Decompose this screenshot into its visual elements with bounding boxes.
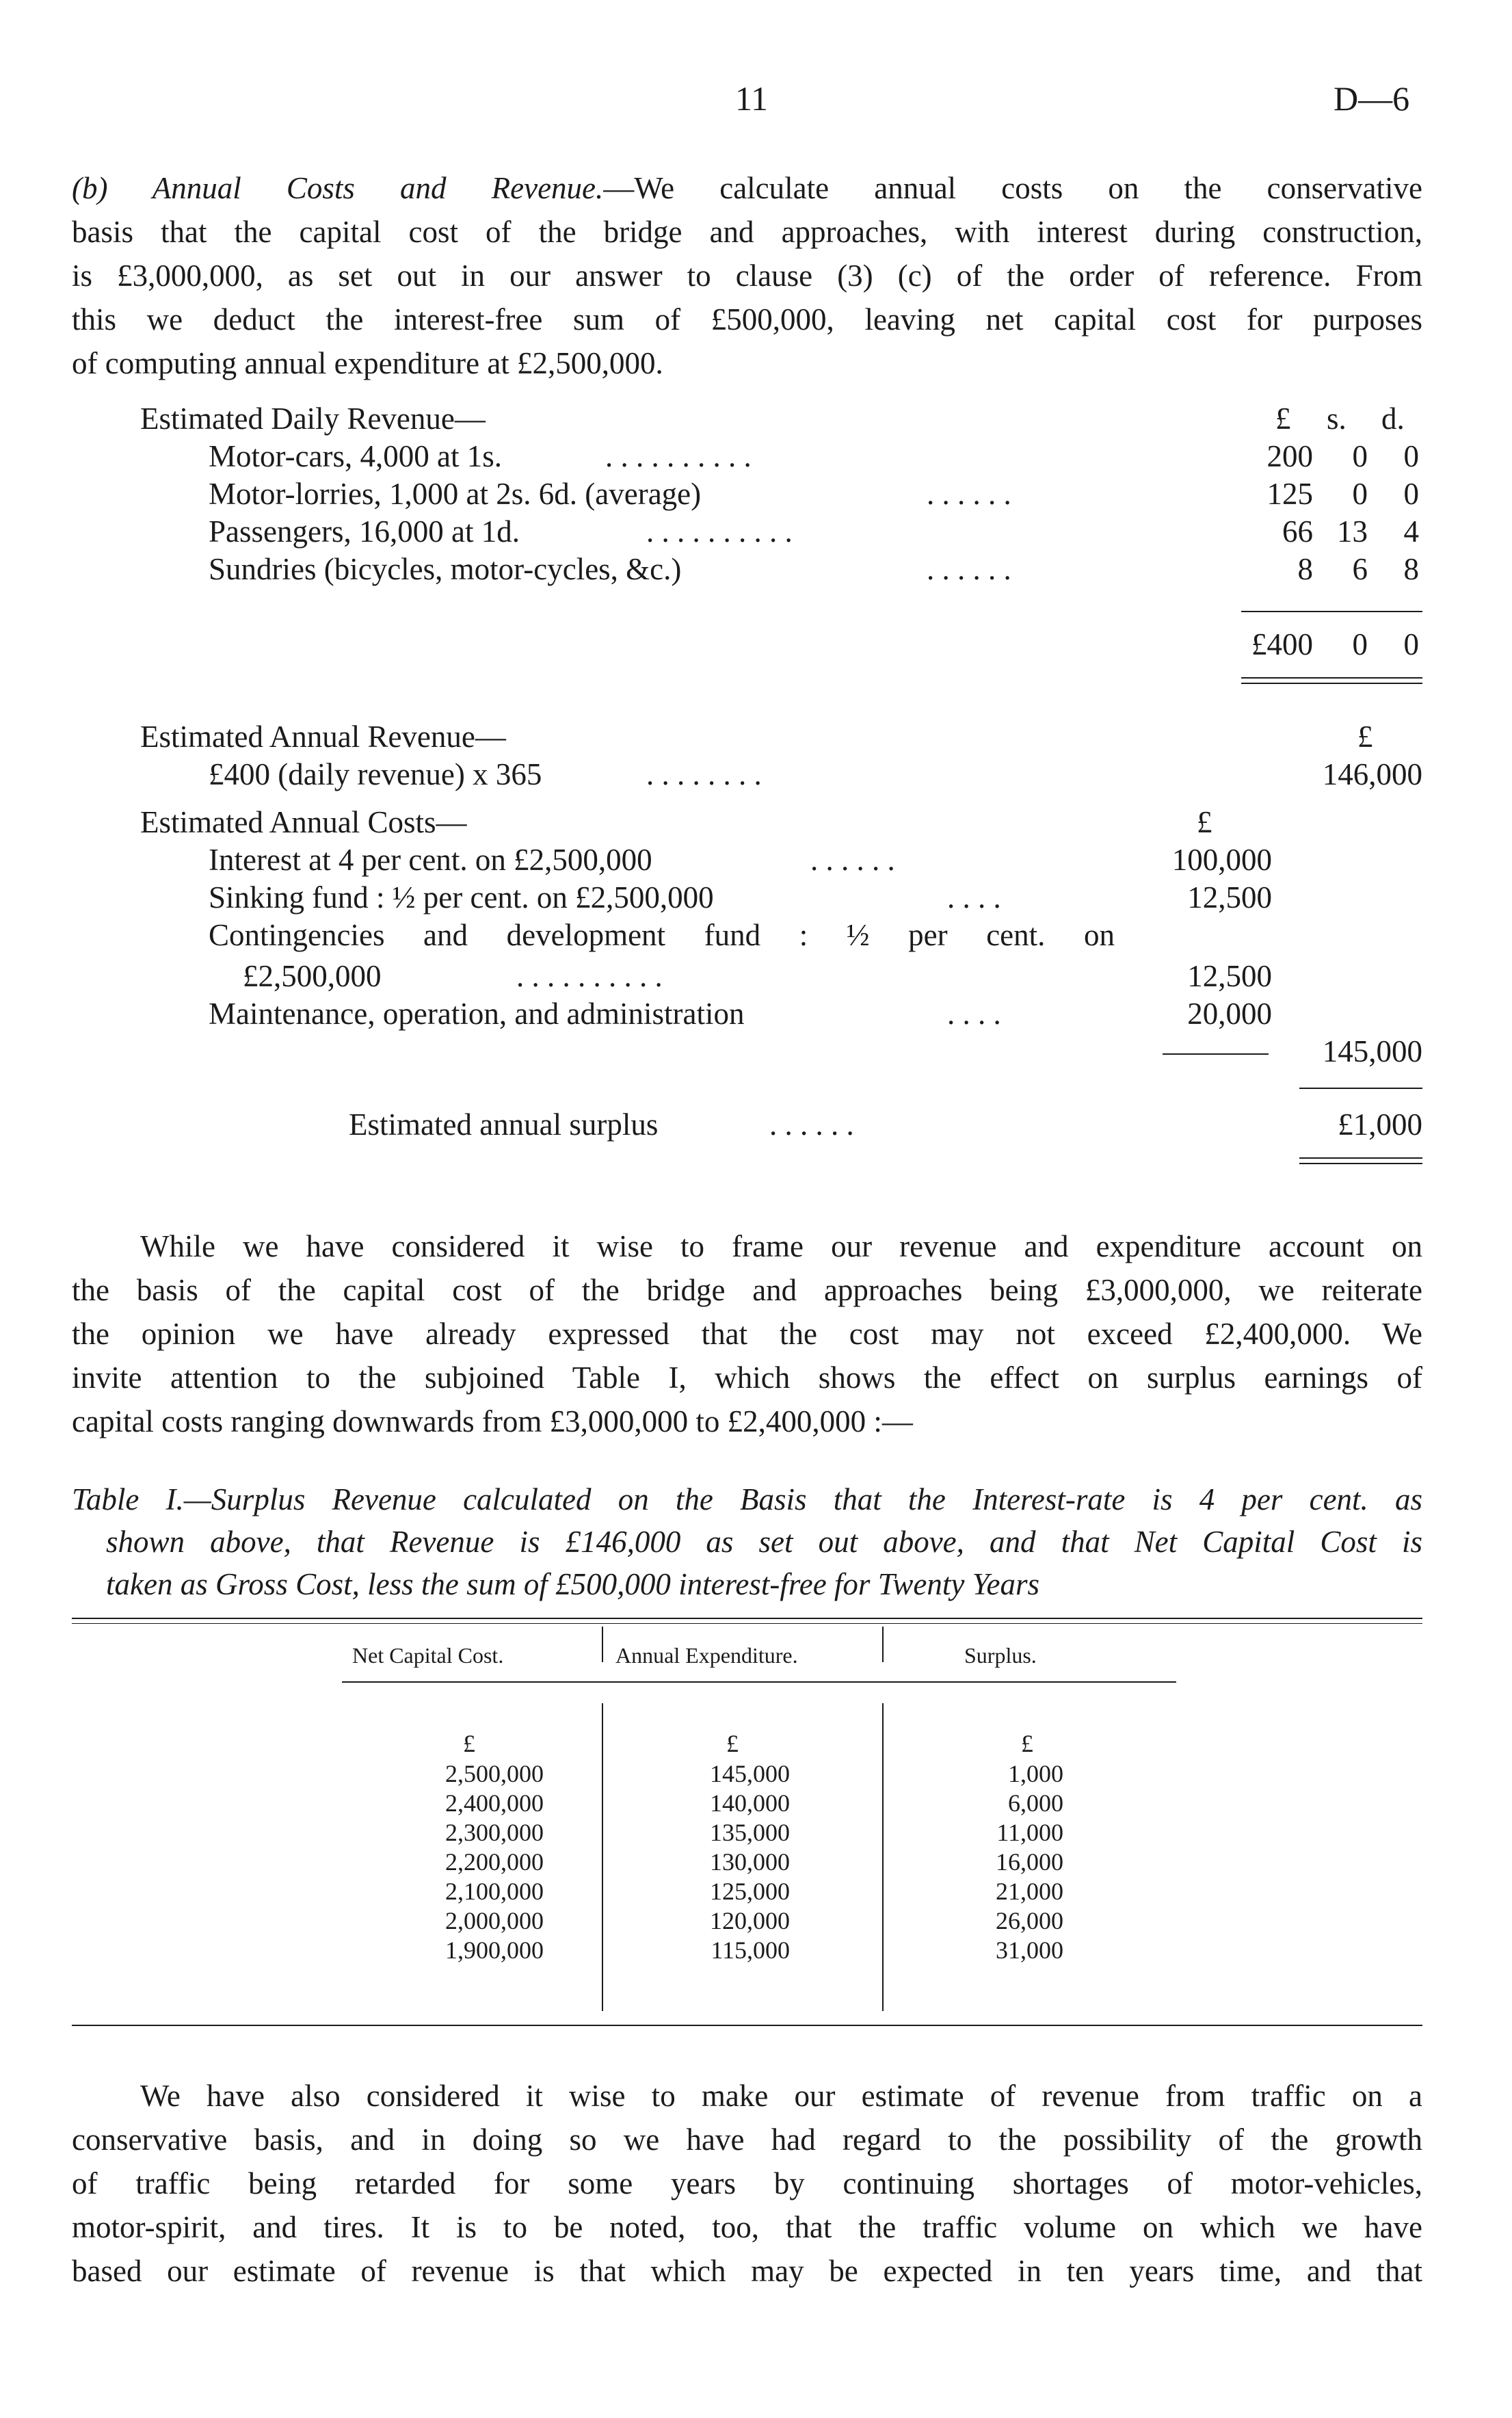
table-header-divider: [602, 1627, 603, 1662]
table-caption-line-1: Table I.—Surplus Revenue calculated on the Basis that the Interest-rate is 4 per cent. as: [72, 1482, 1422, 1516]
daily-item-dots: . . . . . . . . . .: [605, 439, 752, 473]
annual-revenue-line: £400 (daily revenue) x 365: [209, 757, 542, 791]
table-cell: 2,300,000: [445, 1819, 544, 1846]
table-unit: £: [726, 1730, 739, 1757]
daily-item-label: Sundries (bicycles, motor-cycles, &c.): [209, 552, 682, 586]
annual-revenue-dots: . . . . . . . .: [646, 757, 762, 791]
section-b-line-3: is £3,000,000, as set out in our answer to clause (3) (c) of the order of reference. From: [72, 259, 1422, 293]
table-cell: 2,200,000: [445, 1848, 544, 1876]
annual-revenue-col-pound: £: [1357, 720, 1373, 754]
table-bottom-rule: [72, 2025, 1422, 2026]
cost-item-value: 12,500: [1187, 880, 1272, 915]
daily-total-rule: [1241, 611, 1422, 612]
table-header-divider: [882, 1627, 884, 1662]
daily-item-shillings: 0: [1352, 439, 1368, 473]
paragraph-1-line-4: invite attention to the subjoined Table I, which shows the effect on surplus earnings of: [72, 1361, 1422, 1395]
table-top-rule: [72, 1618, 1422, 1619]
annual-costs-col-pound: £: [1197, 805, 1212, 839]
cost-item-dots: . . . .: [947, 880, 1001, 915]
section-b-line-2: basis that the capital cost of the bridge and approaches, with interest during construction,: [72, 215, 1422, 249]
costs-total-rule: [1299, 1088, 1422, 1089]
table-cell: 145,000: [710, 1760, 790, 1787]
cost-item-label: £2,500,000: [243, 959, 382, 993]
table-cell: 115,000: [711, 1936, 790, 1964]
table-cell: 2,000,000: [445, 1907, 544, 1934]
daily-item-dots: . . . . . . . . . .: [646, 514, 793, 549]
annual-revenue-value: 146,000: [1322, 757, 1422, 791]
table-header-surplus: Surplus.: [964, 1643, 1037, 1668]
paragraph-2-line-5: based our estimate of revenue is that which may be expected in ten years time, and that: [72, 2254, 1422, 2288]
table-cell: 125,000: [710, 1878, 790, 1905]
daily-item-pounds: 200: [1266, 439, 1313, 473]
surplus-double-rule-top: [1299, 1157, 1422, 1159]
table-header-rule: [342, 1681, 1176, 1683]
daily-item-pounds: 125: [1266, 477, 1313, 511]
daily-item-pence: 4: [1403, 514, 1419, 549]
daily-item-label: Passengers, 16,000 at 1d.: [209, 514, 520, 549]
paragraph-1-line-5: capital costs ranging downwards from £3,000,000 to £2,400,000 :—: [72, 1404, 913, 1438]
table-caption-line-3: taken as Gross Cost, less the sum of £500,000 interest-free for Twenty Years: [106, 1567, 1039, 1601]
cost-item-dots: . . . .: [947, 997, 1001, 1031]
paragraph-1-line-1: While we have considered it wise to frame our revenue and expenditure account on: [140, 1229, 1422, 1263]
section-b-heading: (b) Annual Costs and Revenue.: [72, 171, 604, 205]
document-reference: D—6: [1334, 79, 1410, 118]
cost-item-label: Contingencies and development fund : ½ per cent. on: [209, 918, 1115, 952]
cost-item-label: Maintenance, operation, and administration: [209, 997, 745, 1031]
daily-col-shillings: s.: [1327, 402, 1347, 436]
daily-item-label: Motor-cars, 4,000 at 1s.: [209, 439, 503, 473]
section-b-line-1-text: —We calculate annual costs on the conservative: [603, 171, 1422, 205]
cost-item-value: 100,000: [1171, 843, 1272, 877]
daily-total-pence: 0: [1403, 627, 1419, 661]
daily-total-pounds: £400: [1251, 627, 1313, 661]
cost-item-dots: . . . . . .: [810, 843, 895, 877]
surplus-dots: . . . . . .: [769, 1107, 854, 1142]
page-number: 11: [735, 79, 769, 118]
daily-col-pence: d.: [1381, 402, 1405, 436]
paragraph-1-line-2: the basis of the capital cost of the bridge and approaches being £3,000,000, we reiterate: [72, 1273, 1422, 1307]
table-cell: 16,000: [996, 1848, 1063, 1876]
table-cell: 140,000: [710, 1789, 790, 1817]
surplus-value: £1,000: [1338, 1107, 1422, 1142]
surplus-double-rule-bottom: [1299, 1163, 1422, 1164]
daily-item-dots: . . . . . .: [927, 477, 1011, 511]
daily-item-pence: 0: [1403, 439, 1419, 473]
table-cell: 1,900,000: [445, 1936, 544, 1964]
daily-item-pence: 0: [1403, 477, 1419, 511]
paragraph-2-line-1: We have also considered it wise to make our estimate of revenue from traffic on a: [140, 2079, 1422, 2113]
daily-item-label: Motor-lorries, 1,000 at 2s. 6d. (average): [209, 477, 702, 511]
cost-item-dots: . . . . . . . . . .: [516, 959, 663, 993]
daily-item-shillings: 0: [1352, 477, 1368, 511]
daily-total-double-rule-top: [1241, 677, 1422, 679]
table-cell: 130,000: [710, 1848, 790, 1876]
table-header-annual-expenditure: Annual Expenditure.: [615, 1643, 798, 1668]
table-cell: 135,000: [710, 1819, 790, 1846]
daily-item-pounds: 66: [1282, 514, 1313, 549]
section-b-line-1: [72, 166, 1422, 210]
surplus-label: Estimated annual surplus: [349, 1107, 659, 1142]
daily-item-shillings: 13: [1337, 514, 1368, 549]
section-b-line-5: of computing annual expenditure at £2,500,000.: [72, 346, 663, 380]
table-cell: 120,000: [710, 1907, 790, 1934]
table-top-rule-thin: [72, 1623, 1422, 1624]
section-b-line-4: this we deduct the interest-free sum of £500,000, leaving net capital cost for purposes: [72, 302, 1422, 337]
table-cell: 6,000: [1008, 1789, 1063, 1817]
table-cell: 21,000: [996, 1878, 1063, 1905]
costs-subtotal-rule: [1163, 1053, 1269, 1055]
daily-item-pence: 8: [1403, 552, 1419, 586]
paragraph-2-line-3: of traffic being retarded for some years by continuing shortages of motor-vehicles,: [72, 2166, 1422, 2200]
paragraph-1-line-3: the opinion we have already expressed that the cost may not exceed £2,400,000. We: [72, 1317, 1422, 1351]
table-cell: 26,000: [996, 1907, 1063, 1934]
table-cell: 31,000: [996, 1936, 1063, 1964]
paragraph-2-line-4: motor-spirit, and tires. It is to be noted, too, that the traffic volume on which we have: [72, 2210, 1422, 2244]
daily-item-shillings: 6: [1352, 552, 1368, 586]
table-cell: 2,400,000: [445, 1789, 544, 1817]
daily-item-pounds: 8: [1297, 552, 1313, 586]
table-caption-line-2: shown above, that Revenue is £146,000 as set out above, and that Net Capital Cost is: [106, 1525, 1422, 1559]
daily-item-dots: . . . . . .: [927, 552, 1011, 586]
daily-total-shillings: 0: [1352, 627, 1368, 661]
table-unit: £: [463, 1730, 475, 1757]
table-cell: 2,100,000: [445, 1878, 544, 1905]
table-column-divider: [882, 1703, 884, 2011]
cost-item-label: Interest at 4 per cent. on £2,500,000: [209, 843, 652, 877]
annual-costs-total: 145,000: [1322, 1034, 1422, 1068]
table-header-net-capital-cost: Net Capital Cost.: [352, 1643, 504, 1668]
table-cell: 1,000: [1008, 1760, 1063, 1787]
cost-item-value: 12,500: [1187, 959, 1272, 993]
daily-total-double-rule-bottom: [1241, 683, 1422, 684]
paragraph-2-line-2: conservative basis, and in doing so we have had regard to the possibility of the growth: [72, 2123, 1422, 2157]
table-unit: £: [1021, 1730, 1033, 1757]
table-column-divider: [602, 1703, 603, 2011]
annual-revenue-heading: Estimated Annual Revenue—: [140, 720, 506, 754]
table-cell: 2,500,000: [445, 1760, 544, 1787]
cost-item-value: 20,000: [1187, 997, 1272, 1031]
annual-costs-heading: Estimated Annual Costs—: [140, 805, 467, 839]
cost-item-label: Sinking fund : ½ per cent. on £2,500,000: [209, 880, 714, 915]
table-cell: 11,000: [996, 1819, 1063, 1846]
daily-col-pound: £: [1275, 402, 1291, 436]
daily-revenue-heading: Estimated Daily Revenue—: [140, 402, 486, 436]
